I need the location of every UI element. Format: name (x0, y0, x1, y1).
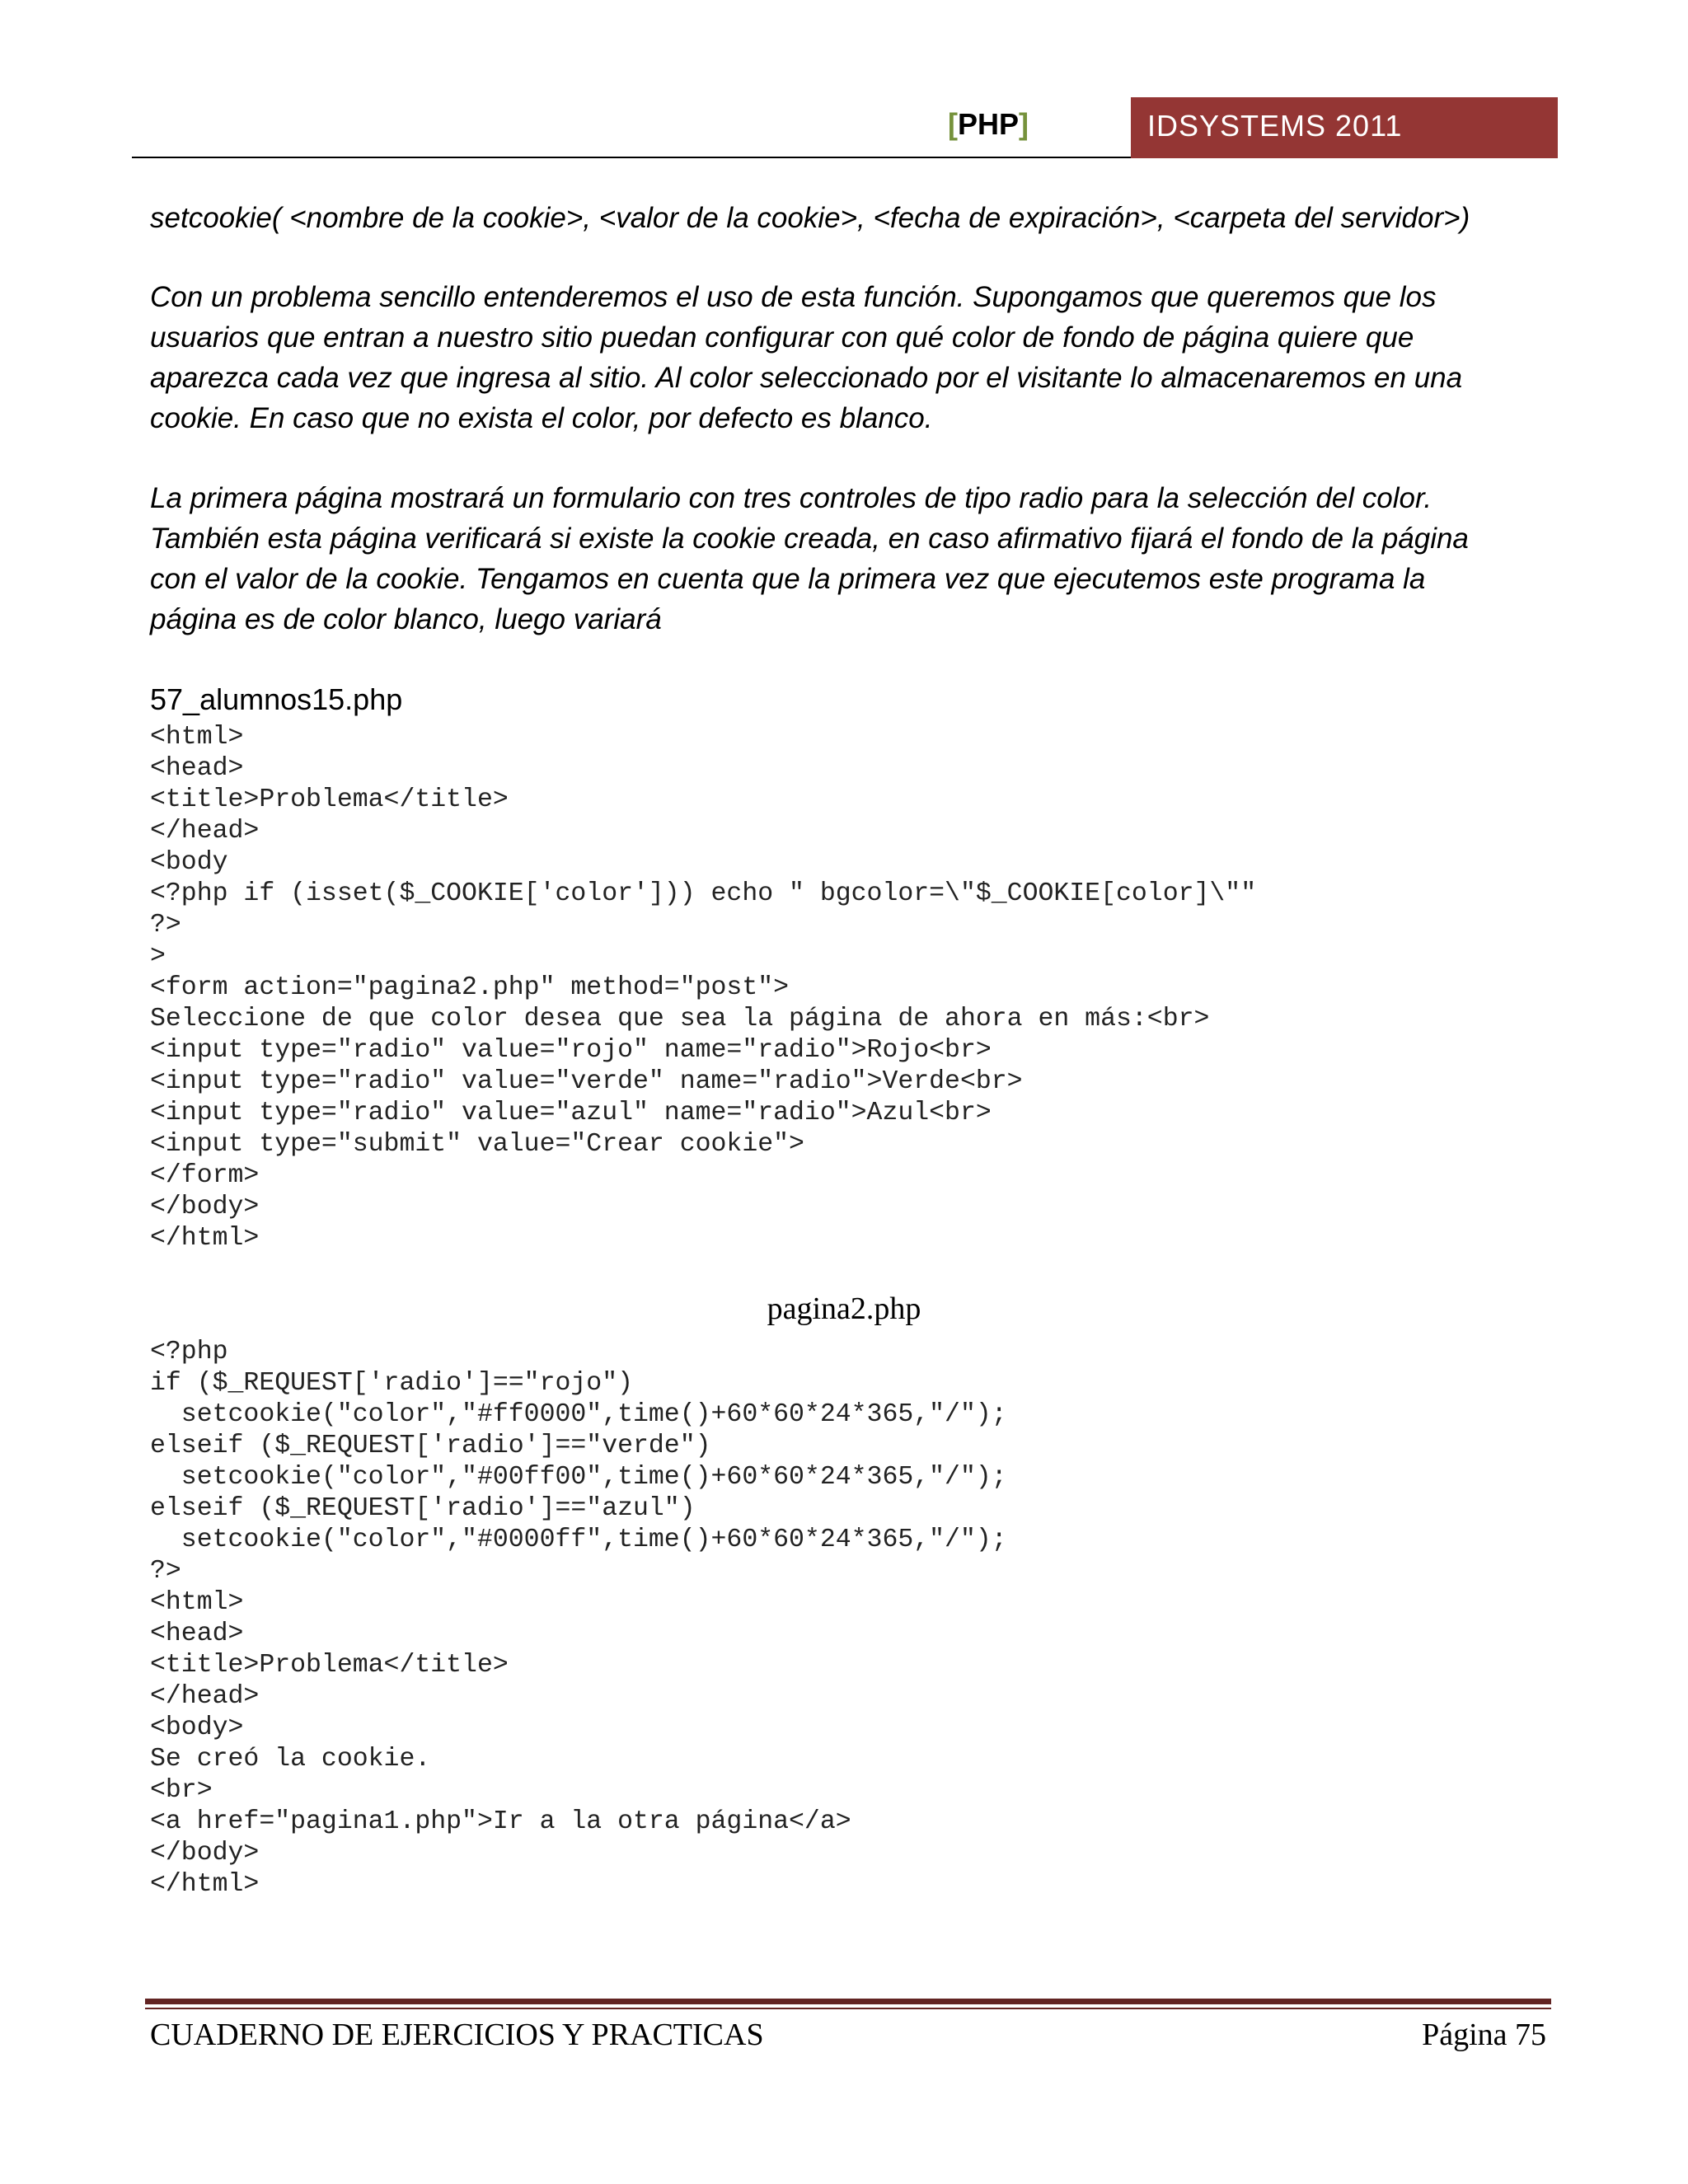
bracket-close: ] (1019, 107, 1029, 141)
paragraph-2-line: También esta página verificará si existe la cookie creada, en caso afirmativo fijará el fondo de la página (150, 523, 1469, 555)
bracket-open: [ (948, 107, 958, 141)
header-section-tag (948, 107, 1029, 142)
file2-title: pagina2.php (767, 1291, 921, 1326)
paragraph-1-line: cookie. En caso que no exista el color, por defecto es blanco. (150, 402, 933, 434)
file2-code-listing: <?php if ($_REQUEST['radio']=="rojo") setcookie("color","#ff0000",time()+60*60*24*365,"/"); elseif ($_REQUEST['radio']=="verde") setcookie("color","#00ff00",time()+60*60*24*365,"/"); elseif ($_REQUEST['radio']=="azul") setcookie("color","#0000ff",time()+60*60*24*365,"/"); ?> <html> <head> <title>Problema</title> </head> <body> Se creó la cookie. <br> <a href="pagina1.php">Ir a la otra página</a> </body> </html> (150, 1338, 1007, 1899)
paragraph-1-line: aparezca cada vez que ingresa al sitio. Al color seleccionado por el visitante lo almacenaremos en una (150, 362, 1463, 394)
footer-rule (145, 1999, 1551, 2004)
footer-page-number: Página 75 (1422, 2018, 1546, 2052)
paragraph-1-line: Con un problema sencillo entenderemos el uso de esta función. Supongamos que queremos que los (150, 281, 1437, 313)
footer-rule-thin (145, 2008, 1551, 2009)
header-tag-label: PHP (958, 107, 1020, 141)
footer-book-title: CUADERNO DE EJERCICIOS Y PRACTICAS (150, 2018, 764, 2052)
paragraph-1-line: usuarios que entran a nuestro sitio puedan configurar con qué color de fondo de página quiere que (150, 321, 1414, 354)
header-band-text: IDSYSTEMS 2011 (1147, 109, 1403, 143)
syntax-line (150, 198, 1551, 238)
paragraph-2 (150, 478, 1551, 640)
paragraph-2-line: con el valor de la cookie. Tengamos en cuenta que la primera vez que ejecutemos este programa la (150, 563, 1426, 595)
header-rule (132, 157, 1131, 158)
file1-code-listing: <html> <head> <title>Problema</title> </head> <body <?php if (isset($_COOKIE['color'])) echo " bgcolor=\"$_COOKIE[color]\"" ?> > <form action="pagina2.php" method="post"> Seleccione de que color desea que sea la página de ahora en más:<br> <input type="radio" value="rojo" name="radio">Rojo<br> <input type="radio" value="verde" name="radio">Verde<br> <input type="radio" value="azul" name="radio">Azul<br> <input type="submit" value="Crear cookie"> </form> </body> </html> (150, 723, 1257, 1253)
syntax-text: setcookie( <nombre de la cookie>, <valor de la cookie>, <fecha de expiración>, <carpeta del servidor>) (150, 202, 1470, 234)
paragraph-2-line: La primera página mostrará un formulario con tres controles de tipo radio para la selección del color. (150, 482, 1432, 514)
paragraph-1 (150, 277, 1551, 438)
header-band (1131, 97, 1558, 158)
paragraph-2-line: página es de color blanco, luego variará (150, 603, 662, 635)
file1-title: 57_alumnos15.php (150, 682, 403, 716)
